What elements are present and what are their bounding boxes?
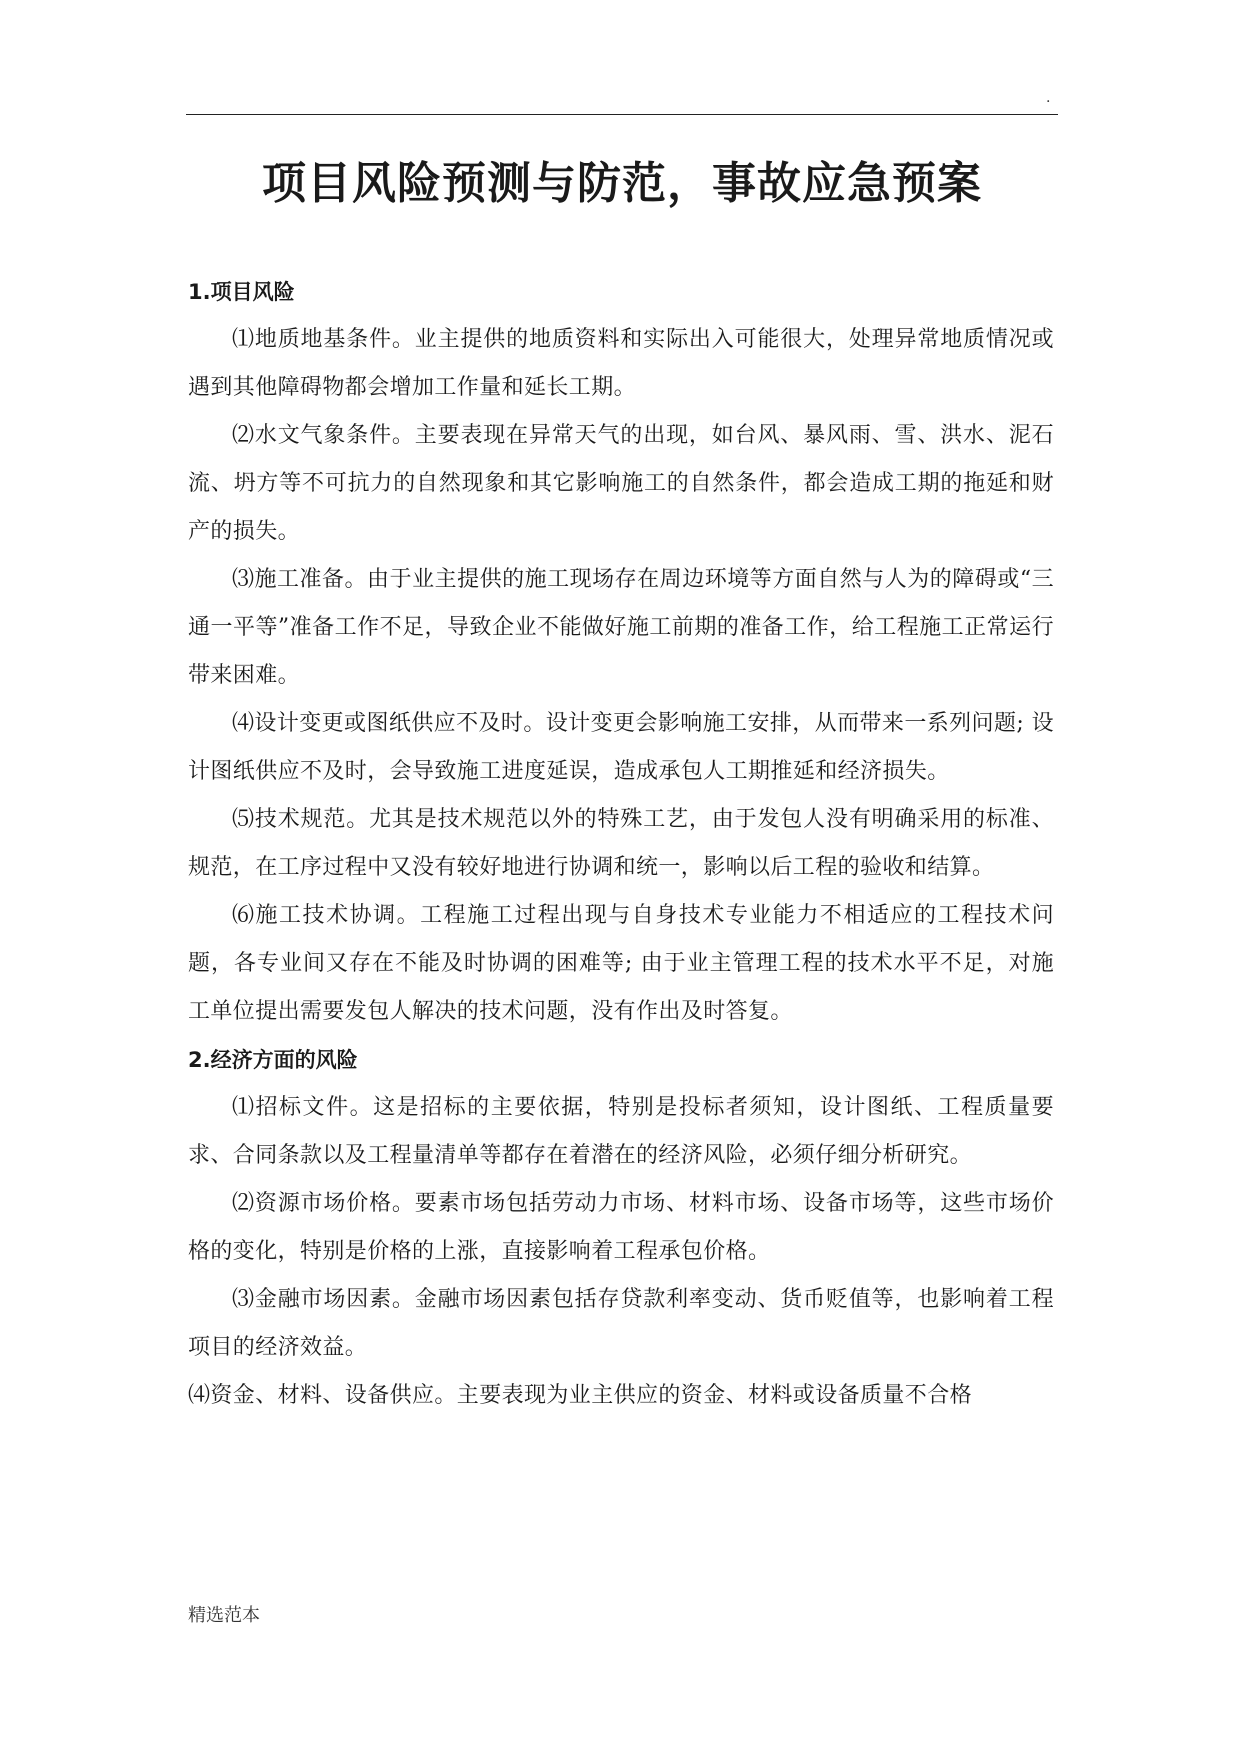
paragraph: ⑵水文气象条件。主要表现在异常天气的出现，如台风、暴风雨、雪、洪水、泥石流、坍方等不可抗力的自然现象和其它影响施工的自然条件，都会造成工期的拖延和财产的损失。 [188, 423, 1054, 544]
paragraph: ⑶金融市场因素。金融市场因素包括存贷款利率变动、货币贬值等，也影响着工程项目的经济效益。 [188, 1287, 1054, 1360]
section-heading-economic-risk: 2.经济方面的风险 [188, 1048, 358, 1072]
footer-text: 精选范本 [188, 1605, 260, 1626]
paragraph: ⑴招标文件。这是招标的主要依据，特别是投标者须知，设计图纸、工程质量要求、合同条款以及工程量清单等都存在着潜在的经济风险，必须仔细分析研究。 [188, 1095, 1054, 1168]
header-rule [186, 114, 1058, 115]
paragraph: ⑷设计变更或图纸供应不及时。设计变更会影响施工安排，从而带来一系列问题; 设计图纸供应不及时，会导致施工进度延误，造成承包人工期推延和经济损失。 [188, 711, 1054, 784]
section-heading-project-risk: 1.项目风险 [188, 280, 295, 304]
document-title: 项目风险预测与防范，事故应急预案 [262, 158, 982, 209]
paragraph: ⑶施工准备。由于业主提供的施工现场存在周边环境等方面自然与人为的障碍或“三通一平等”准备工作不足，导致企业不能做好施工前期的准备工作，给工程施工正常运行带来困难。 [188, 567, 1054, 688]
paragraph-flush: ⑷资金、材料、设备供应。主要表现为业主供应的资金、材料或设备质量不合格 [188, 1383, 973, 1408]
document-body [188, 268, 1054, 1420]
header-mark: . [1046, 90, 1051, 106]
paragraph: ⑵资源市场价格。要素市场包括劳动力市场、材料市场、设备市场等，这些市场价格的变化，特别是价格的上涨，直接影响着工程承包价格。 [188, 1191, 1054, 1264]
paragraph: ⑸技术规范。尤其是技术规范以外的特殊工艺，由于发包人没有明确采用的标准、规范，在工序过程中又没有较好地进行协调和统一，影响以后工程的验收和结算。 [188, 807, 1054, 880]
paragraph: ⑹施工技术协调。工程施工过程出现与自身技术专业能力不相适应的工程技术问题，各专业间又存在不能及时协调的困难等; 由于业主管理工程的技术水平不足，对施工单位提出需要发包人解决的技术问题，没有作出及时答复。 [188, 903, 1054, 1024]
paragraph: ⑴地质地基条件。业主提供的地质资料和实际出入可能很大，处理异常地质情况或遇到其他障碍物都会增加工作量和延长工期。 [188, 327, 1054, 400]
